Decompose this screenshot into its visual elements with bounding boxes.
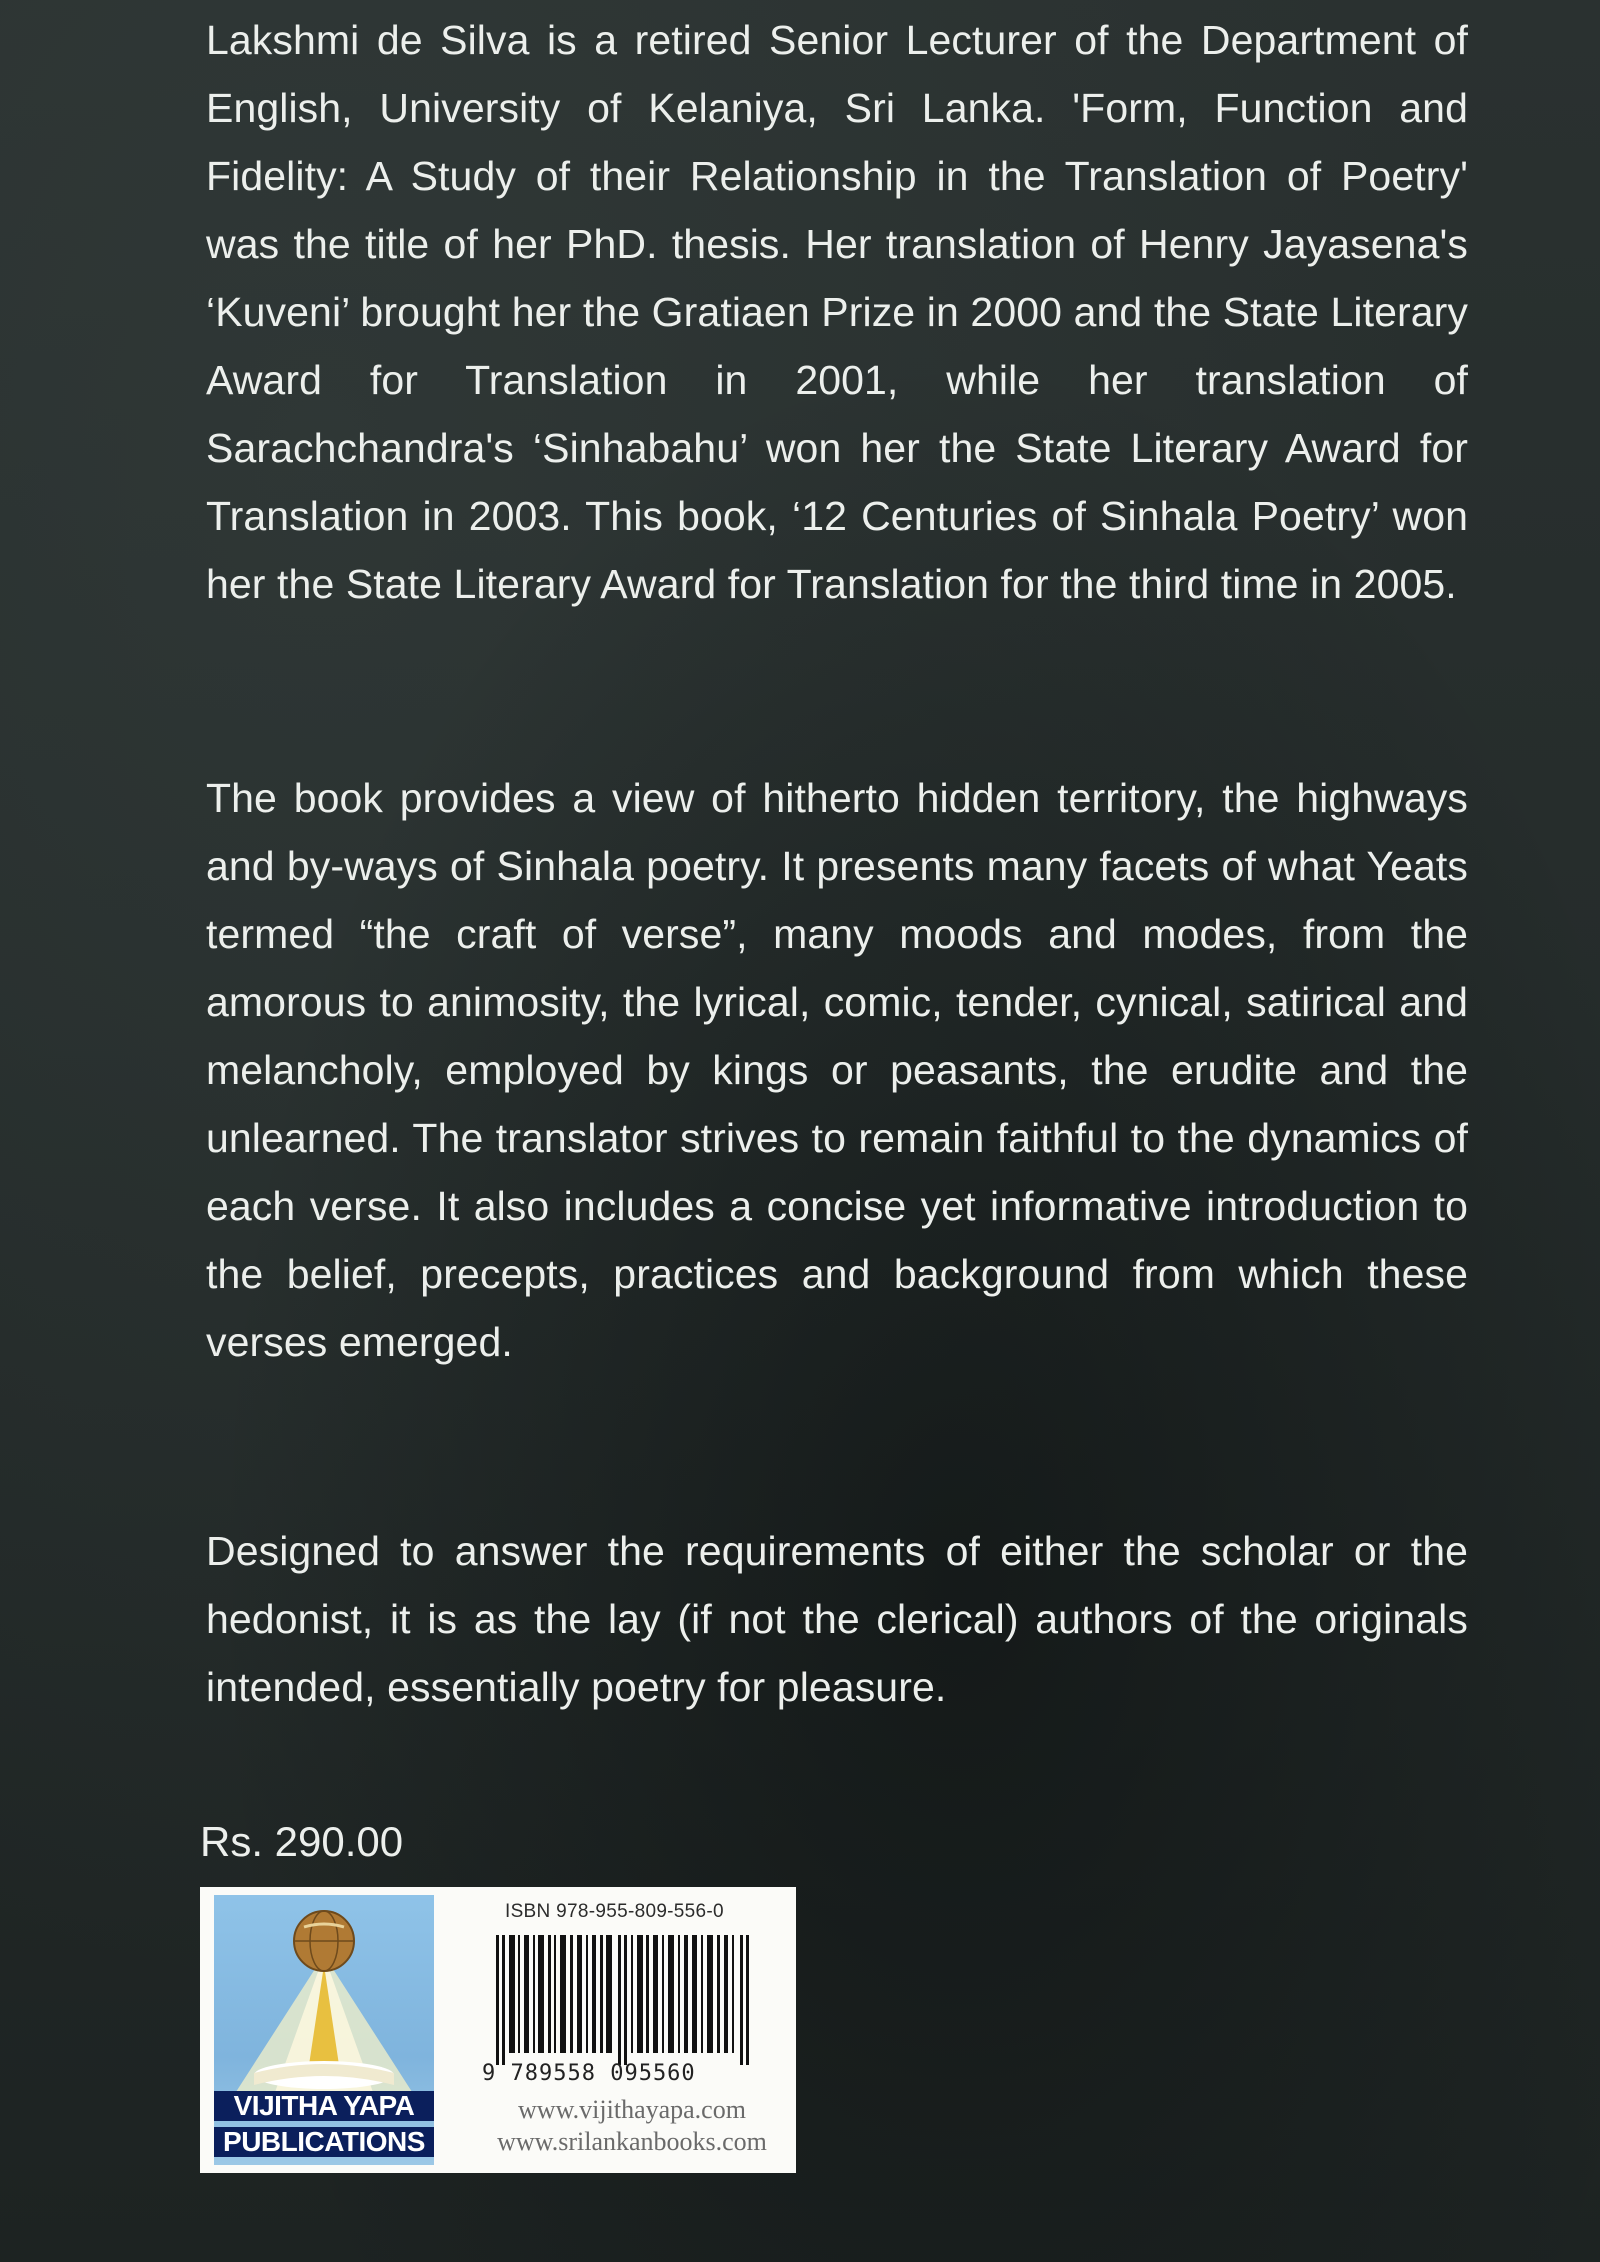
author-bio-paragraph: Lakshmi de Silva is a retired Senior Lecturer of the Department of English, University of Kelaniya, Sri Lanka. 'Form, Function and Fidelity: A Study of their Relationship in the Translation of Poetry' was the title of her PhD. thesis. Her translation of Henry Jayasena's ‘Kuveni’ brought her the Gratiaen Prize in 2000 and the State Literary Award for Translation in 2001, while her translation of Sarachchandra's ‘Sinhabahu’ won her the State Literary Award for Translation in 2003. This book, ‘12 Centuries of Sinhala Poetry’ won her the State Literary Award for Translation for the third time in 2005. xyxy=(206,17,1468,607)
barcode-panel xyxy=(200,1887,796,2173)
publisher-name-line-2: PUBLICATIONS xyxy=(214,2127,434,2157)
website-link-srilankanbooks[interactable]: www.srilankanbooks.com xyxy=(497,2127,767,2156)
publisher-name-line-1: VIJITHA YAPA xyxy=(214,2091,434,2121)
price-label: Rs. 290.00 xyxy=(200,1818,404,1865)
website-link-vijithayapa[interactable]: www.vijithayapa.com xyxy=(518,2095,746,2124)
barcode-icon xyxy=(490,1935,762,2065)
book-description-paragraph: The book provides a view of hitherto hidden territory, the highways and by-ways of Sinhala poetry. It presents many facets of what Yeats termed “the craft of verse”, many moods and modes, from the amorous to animosity, the lyrical, comic, tender, cynical, satirical and melancholy, employed by kings or peasants, the erudite and the unlearned. The translator strives to remain faithful to the dynamics of each verse. It also includes a concise yet informative introduction to the belief, precepts, practices and background from which these verses emerged. xyxy=(206,775,1468,1365)
isbn-label: ISBN 978-955-809-556-0 xyxy=(505,1901,724,1922)
globe-book-icon xyxy=(214,1895,434,2095)
barcode-digits: 9 789558 095560 xyxy=(482,2061,696,2086)
audience-paragraph: Designed to answer the requirements of either the scholar or the hedonist, it is as the lay (if not the clerical) authors of the originals intended, essentially poetry for pleasure. xyxy=(206,1528,1468,1710)
